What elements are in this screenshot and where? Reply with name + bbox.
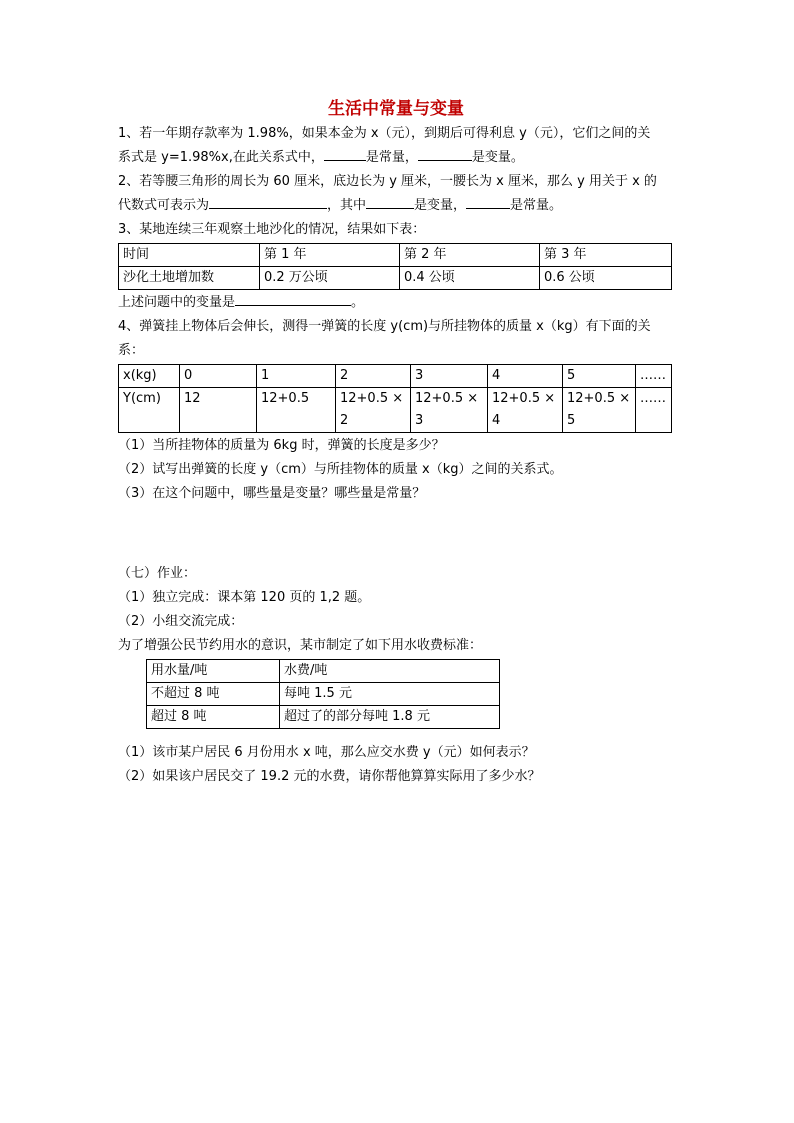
table-cell: 4 — [488, 365, 563, 388]
table-row — [119, 365, 672, 388]
q2-blank-constant[interactable] — [466, 194, 510, 209]
table-cell: 第 2 年 — [400, 244, 540, 267]
q3-after — [118, 291, 674, 315]
homework-intro: 为了增强公民节约用水的意识，某市制定了如下用水收费标准： — [118, 638, 483, 653]
q3-intro: 3、某地连续三年观察土地沙化的情况，结果如下表： — [118, 222, 426, 237]
cell-text: 12+0.5 × — [567, 391, 631, 406]
q2-line-2 — [118, 194, 674, 218]
q2-blank-expression[interactable] — [209, 194, 327, 209]
table-cell — [411, 388, 488, 433]
q1-text-c: 是变量。 — [471, 150, 524, 165]
table-cell: 超过 8 吨 — [147, 706, 280, 729]
page-title: 生活中常量与变量 — [328, 99, 464, 119]
water-fee-table — [146, 659, 500, 729]
table-cell: 水费/吨 — [280, 660, 500, 683]
q1-text-a: 系式是 y=1.98%x,在此关系式中， — [118, 150, 324, 165]
homework-sub-1: （1）该市某户居民 6 月份用水 x 吨，那么应交水费 y（元）如何表示？ — [118, 745, 535, 760]
q4-line-1: 4、弹簧挂上物体后会伸长，测得一弹簧的长度 y(cm)与所挂物体的质量 x（kg）有下面的关 — [118, 319, 651, 334]
table-cell: 1 — [257, 365, 336, 388]
cell-text: 2 — [340, 413, 349, 428]
cell-text: 12+0.5 — [261, 391, 310, 406]
cell-text: 4 — [492, 413, 501, 428]
table-cell — [336, 388, 411, 433]
q3-after-text: 上述问题中的变量是 — [118, 295, 236, 310]
table-cell: 每吨 1.5 元 — [280, 683, 500, 706]
table-row — [147, 660, 500, 683]
table-row — [119, 267, 672, 290]
table-cell — [257, 388, 336, 433]
desertification-table — [118, 243, 672, 290]
table-row — [119, 388, 672, 433]
q4-line-2: 系： — [118, 343, 145, 358]
cell-text: 3 — [415, 413, 424, 428]
q4-sub-3: （3）在这个问题中，哪些量是变量？哪些量是常量？ — [118, 486, 426, 501]
table-cell: 沙化土地增加数 — [119, 267, 260, 290]
table-cell: 超过了的部分每吨 1.8 元 — [280, 706, 500, 729]
table-cell — [119, 388, 180, 433]
table-cell — [488, 388, 563, 433]
table-cell: 0.4 公顷 — [400, 267, 540, 290]
table-cell — [636, 388, 672, 433]
cell-text: 12+0.5 × — [340, 391, 404, 406]
table-cell: 0.6 公顷 — [540, 267, 672, 290]
q2-text-c: 是变量， — [414, 198, 467, 213]
q2-blank-variable[interactable] — [366, 194, 414, 209]
table-cell: 用水量/吨 — [147, 660, 280, 683]
table-cell: 不超过 8 吨 — [147, 683, 280, 706]
table-cell: 时间 — [119, 244, 260, 267]
cell-text: 12+0.5 × — [415, 391, 479, 406]
table-cell: 0.2 万公顷 — [260, 267, 400, 290]
q1-line-2 — [118, 146, 674, 170]
table-cell: x(kg) — [119, 365, 180, 388]
homework-item-2: （2）小组交流完成： — [118, 614, 244, 629]
document-page — [118, 96, 674, 789]
q2-text-d: 是常量。 — [510, 198, 563, 213]
q2-text-b: ，其中 — [327, 198, 367, 213]
cell-text: 5 — [567, 413, 576, 428]
cell-text: Y(cm) — [123, 391, 161, 406]
q4-sub-1: （1）当所挂物体的质量为 6kg 时，弹簧的长度是多少？ — [118, 438, 445, 453]
cell-text: 12 — [184, 391, 201, 406]
q3-blank-variable[interactable] — [235, 291, 351, 306]
table-row — [147, 683, 500, 706]
q3-after-end: 。 — [351, 295, 365, 310]
table-cell: 5 — [563, 365, 636, 388]
table-cell: 0 — [180, 365, 257, 388]
homework-heading: （七）作业： — [118, 566, 197, 581]
q4-sub-2: （2）试写出弹簧的长度 y（cm）与所挂物体的质量 x（kg）之间的关系式。 — [118, 462, 563, 477]
table-cell: 第 3 年 — [540, 244, 672, 267]
spacer — [118, 506, 674, 562]
q1-blank-constant[interactable] — [324, 146, 366, 161]
spacer — [118, 729, 674, 741]
table-row — [147, 706, 500, 729]
q1-blank-variable[interactable] — [418, 146, 472, 161]
cell-text: 12+0.5 × — [492, 391, 556, 406]
q1-line-1: 1、若一年期存款率为 1.98%，如果本金为 x（元），到期后可得利息 y（元），它们之间的关 — [118, 126, 651, 141]
table-cell — [180, 388, 257, 433]
q2-text-a: 代数式可表示为 — [118, 198, 210, 213]
homework-sub-2: （2）如果该户居民交了 19.2 元的水费，请你帮他算算实际用了多少水？ — [118, 769, 541, 784]
q2-line-1: 2、若等腰三角形的周长为 60 厘米，底边长为 y 厘米，一腰长为 x 厘米，那么 y 用关于 x 的 — [118, 174, 657, 189]
table-cell — [563, 388, 636, 433]
homework-item-1: （1）独立完成：课本第 120 页的 1,2 题。 — [118, 590, 371, 605]
cell-text: …… — [640, 391, 666, 406]
table-cell: 3 — [411, 365, 488, 388]
spring-table — [118, 364, 672, 433]
table-cell: 2 — [336, 365, 411, 388]
table-cell: 第 1 年 — [260, 244, 400, 267]
table-cell: …… — [636, 365, 672, 388]
q1-text-b: 是常量， — [365, 150, 418, 165]
table-row — [119, 244, 672, 267]
